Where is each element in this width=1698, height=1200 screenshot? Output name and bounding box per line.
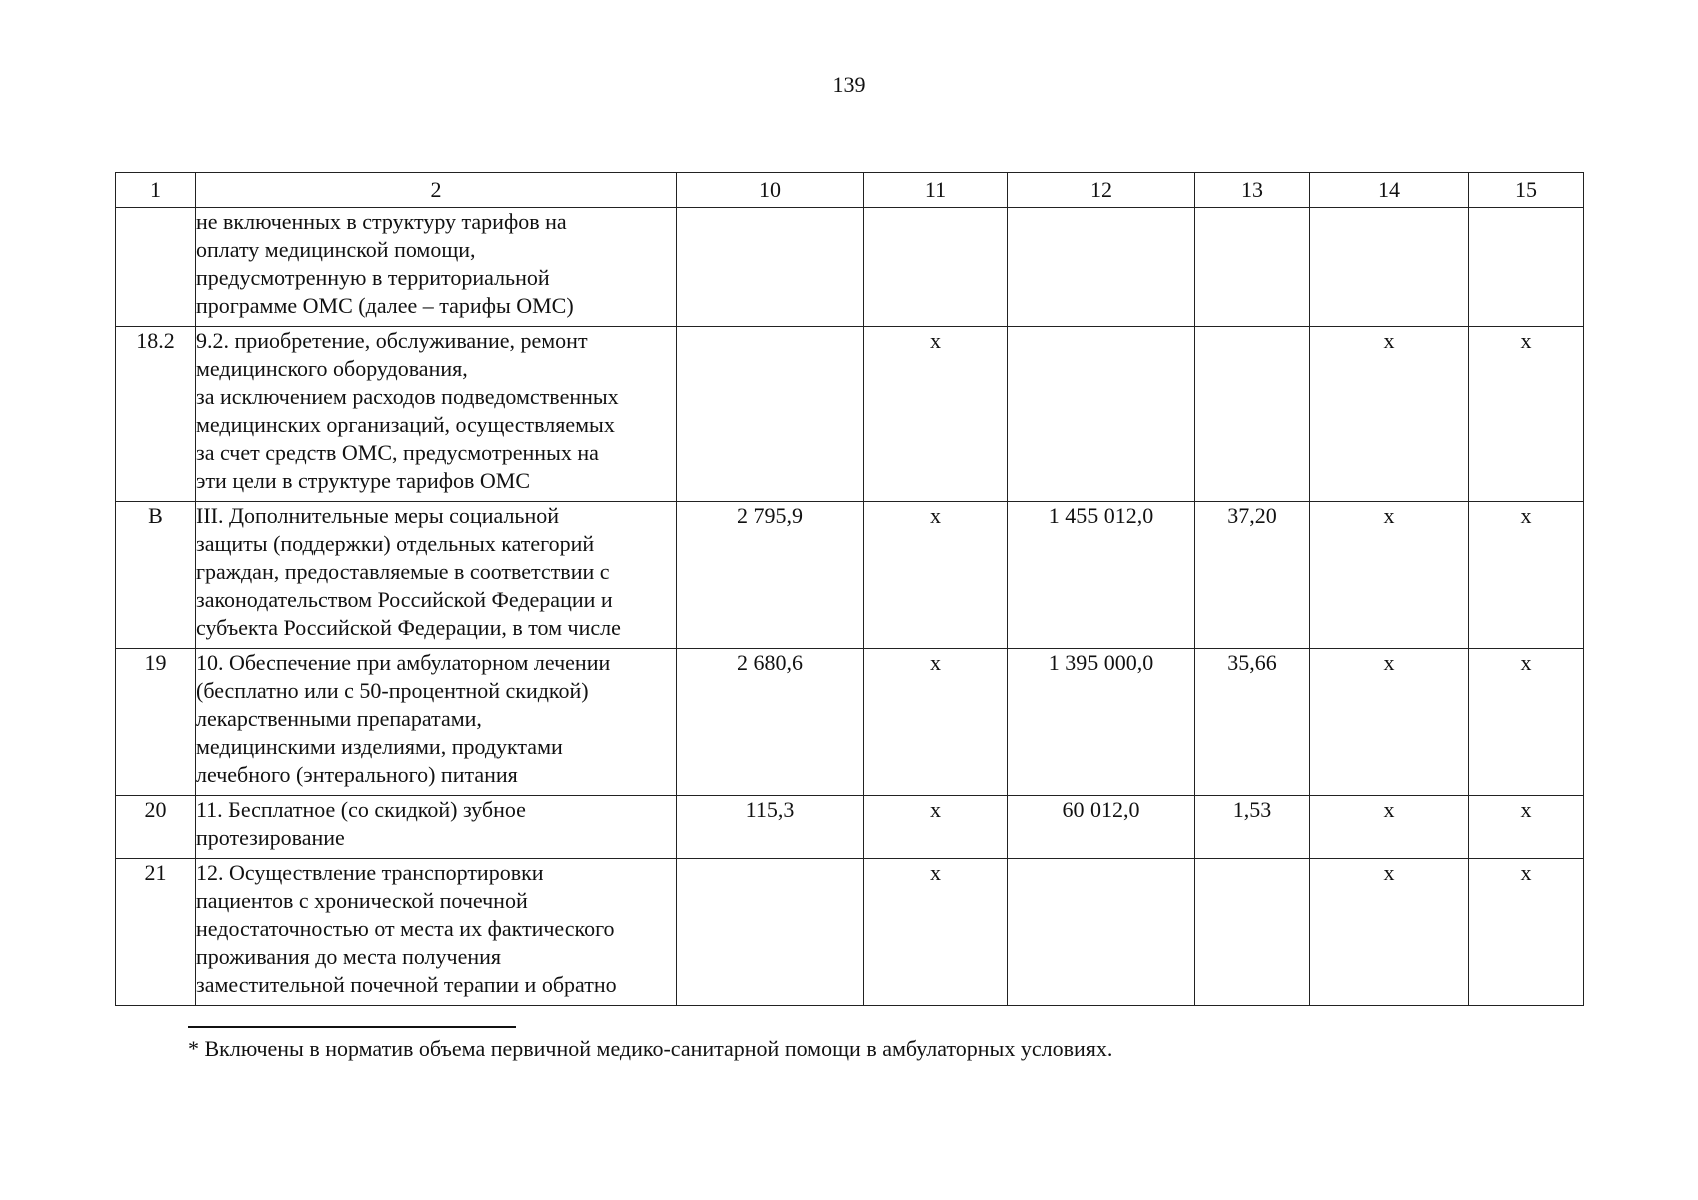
cell-col-12: 1 395 000,0 [1008,649,1195,796]
column-header: 12 [1008,173,1195,208]
cell-col-13 [1195,208,1310,327]
description-line: медицинских организаций, осуществляемых [196,412,615,437]
cell-col-11: х [864,796,1008,859]
data-table [115,172,1584,1006]
footnote: * Включены в норматив объема первичной медико-санитарной помощи в амбулаторных условиях. [188,1036,1113,1061]
cell-col-12: 1 455 012,0 [1008,502,1195,649]
table-row [116,649,1584,796]
cell-col-15: х [1469,502,1584,649]
cell-col-11: х [864,502,1008,649]
description-line: оплату медицинской помощи, [196,237,476,262]
description-line: 9.2. приобретение, обслуживание, ремонт [196,328,588,353]
description-line: протезирование [196,825,345,850]
cell-col-14 [1310,208,1469,327]
column-header: 15 [1469,173,1584,208]
row-number: 18.2 [116,327,196,502]
cell-col-12 [1008,859,1195,1006]
table-row [116,327,1584,502]
row-description [196,796,677,859]
cell-col-12 [1008,327,1195,502]
cell-col-11: х [864,327,1008,502]
page-number: 139 [832,72,866,97]
cell-col-11: х [864,649,1008,796]
cell-col-14: х [1310,859,1469,1006]
row-number [116,208,196,327]
cell-col-10 [677,327,864,502]
row-description [196,649,677,796]
description-line: медицинского оборудования, [196,356,468,381]
cell-col-10 [677,208,864,327]
cell-col-10: 115,3 [677,796,864,859]
cell-col-15: х [1469,796,1584,859]
table-row [116,796,1584,859]
table-row [116,208,1584,327]
description-line: субъекта Российской Федерации, в том числе [196,615,621,640]
cell-col-13 [1195,859,1310,1006]
description-line: законодательством Российской Федерации и [196,587,613,612]
cell-col-10 [677,859,864,1006]
description-line: (бесплатно или с 50-процентной скидкой) [196,678,589,703]
description-line: защиты (поддержки) отдельных категорий [196,531,595,556]
column-header: 11 [864,173,1008,208]
cell-col-12: 60 012,0 [1008,796,1195,859]
cell-col-13: 35,66 [1195,649,1310,796]
column-header: 2 [196,173,677,208]
row-number: 20 [116,796,196,859]
cell-col-14: х [1310,649,1469,796]
description-line: проживания до места получения [196,944,502,969]
description-line: 10. Обеспечение при амбулаторном лечении [196,650,611,675]
footnote-divider [188,1026,516,1028]
header-row [116,173,1584,208]
cell-col-11: х [864,859,1008,1006]
row-number: 21 [116,859,196,1006]
description-line: за счет средств ОМС, предусмотренных на [196,440,599,465]
row-number: В [116,502,196,649]
cell-col-13 [1195,327,1310,502]
description-line: за исключением расходов подведомственных [196,384,619,409]
description-line: лечебного (энтерального) питания [196,762,518,787]
description-line: 11. Бесплатное (со скидкой) зубное [196,797,526,822]
description-line: граждан, предоставляемые в соответствии с [196,559,610,584]
cell-col-14: х [1310,502,1469,649]
cell-col-11 [864,208,1008,327]
cell-col-14: х [1310,327,1469,502]
description-line: эти цели в структуре тарифов ОМС [196,468,531,493]
row-description [196,502,677,649]
table-row [116,859,1584,1006]
description-line: III. Дополнительные меры социальной [196,503,559,528]
column-header: 13 [1195,173,1310,208]
row-number: 19 [116,649,196,796]
cell-col-15 [1469,208,1584,327]
cell-col-13: 37,20 [1195,502,1310,649]
cell-col-10: 2 680,6 [677,649,864,796]
description-line: заместительной почечной терапии и обратно [196,972,617,997]
description-line: не включенных в структуру тарифов на [196,209,567,234]
column-header: 14 [1310,173,1469,208]
cell-col-14: х [1310,796,1469,859]
column-header: 1 [116,173,196,208]
cell-col-10: 2 795,9 [677,502,864,649]
row-description [196,208,677,327]
description-line: 12. Осуществление транспортировки [196,860,544,885]
cell-col-15: х [1469,327,1584,502]
cell-col-15: х [1469,859,1584,1006]
column-header: 10 [677,173,864,208]
cell-col-15: х [1469,649,1584,796]
table-row [116,502,1584,649]
cell-col-12 [1008,208,1195,327]
description-line: лекарственными препаратами, [196,706,482,731]
row-description [196,859,677,1006]
description-line: медицинскими изделиями, продуктами [196,734,563,759]
description-line: недостаточностью от места их фактического [196,916,615,941]
cell-col-13: 1,53 [1195,796,1310,859]
description-line: программе ОМС (далее – тарифы ОМС) [196,293,574,318]
description-line: пациентов с хронической почечной [196,888,528,913]
row-description [196,327,677,502]
description-line: предусмотренную в территориальной [196,265,550,290]
